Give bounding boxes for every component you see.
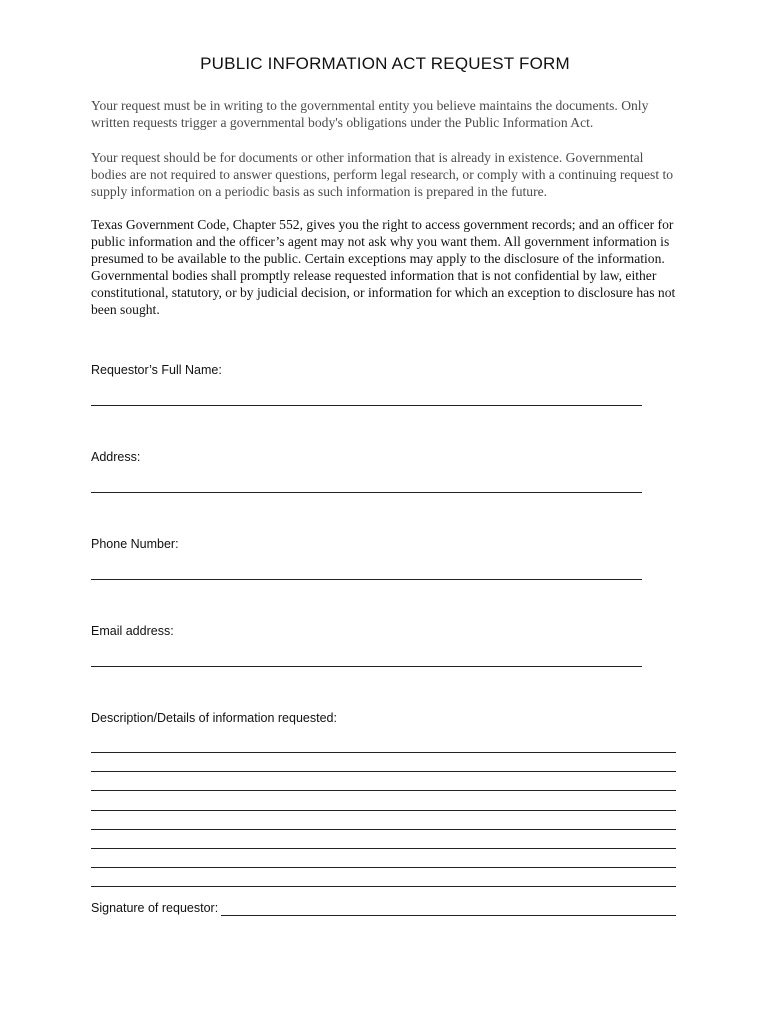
phone-number-field[interactable] [91,579,642,580]
email-address-field[interactable] [91,666,642,667]
signature-label: Signature of requestor: [91,901,219,915]
full-name-label: Requestor’s Full Name: [91,363,222,377]
description-label: Description/Details of information requested: [91,711,337,725]
address-field[interactable] [91,492,642,493]
description-line-7[interactable] [91,867,676,868]
description-line-8[interactable] [91,886,676,887]
intro-paragraph-existing-documents: Your request should be for documents or other information that is already in existence. Governmental bodies are not required to answer questions, perform legal research, or comply with a continuing request to supply information on a periodic basis as such information is prepared in the future. [91,150,674,199]
address-label: Address: [91,450,141,464]
signature-field[interactable] [221,915,676,916]
description-line-6[interactable] [91,848,676,849]
intro-paragraph-government-code: Texas Government Code, Chapter 552, gives you the right to access government records; and an officer for public information and the officer’s agent may not ask why you want them. All government information is presumed to be available to the public. Certain exceptions may apply to the disclosure of the information. Governmental bodies shall promptly release requested information that is not confidential by law, either constitutional, statutory, or by judicial decision, or information for which an exception to disclosure has not been sought. [91,217,676,317]
description-line-2[interactable] [91,771,676,772]
intro-paragraph-writing: Your request must be in writing to the governmental entity you believe maintains the documents. Only written requests trigger a governmental body's obligations under the Public Information Act. [91,98,649,130]
description-line-4[interactable] [91,810,676,811]
description-line-5[interactable] [91,829,676,830]
description-line-1[interactable] [91,752,676,753]
email-address-label: Email address: [91,624,174,638]
full-name-field[interactable] [91,405,642,406]
form-title: PUBLIC INFORMATION ACT REQUEST FORM [200,54,570,73]
phone-number-label: Phone Number: [91,537,179,551]
description-line-3[interactable] [91,790,676,791]
signature-row [91,901,676,919]
